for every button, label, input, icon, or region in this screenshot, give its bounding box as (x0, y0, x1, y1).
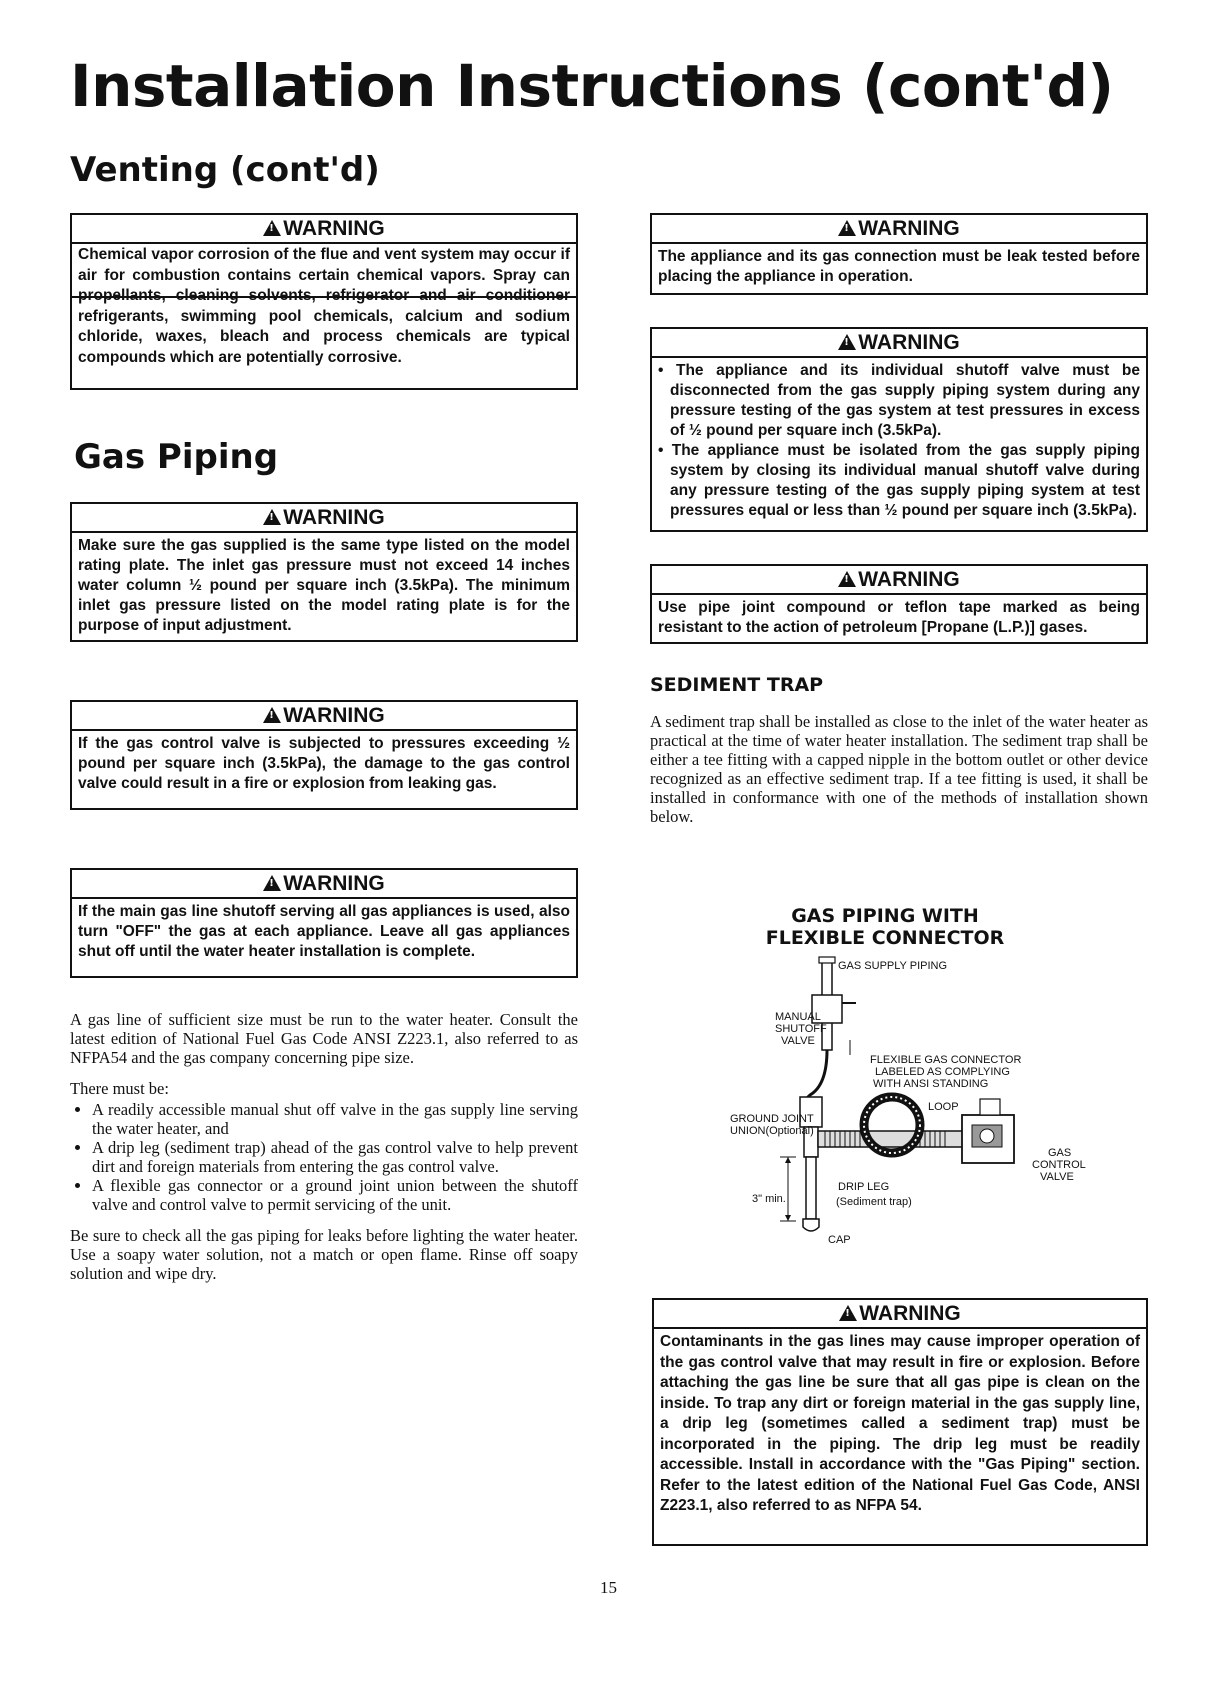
warning-text: If the main gas line shutoff serving all gas appliances is used, also turn "OFF" the gas at each appliance. Leave all gas appliances shut off until the water heater installation is complete. (78, 903, 570, 960)
page-number: 15 (600, 1578, 617, 1597)
gas-piping-text (70, 1010, 578, 1295)
label-ground-joint: GROUND JOINT (730, 1113, 814, 1125)
warning-triangle-icon (839, 1305, 857, 1321)
warning-text: Chemical vapor corrosion of the flue and vent system may occur if air for combustion contains certain chemical vapors. Spray can propellants, cleaning solvents, refrigerator and air conditioner refrigerants, swimming pool chemicals, calcium and sodium chloride, waxes, bleach and process chemicals are typical compounds which are potentially corrosive. (78, 246, 570, 366)
label-sediment-trap: (Sediment trap) (836, 1196, 912, 1208)
sediment-trap-text (650, 712, 1148, 838)
label-flex-connector-2: LABELED AS COMPLYING (875, 1066, 1010, 1078)
warning-pipe-compound: !WARNING Use pipe joint compound or teflon tape marked as being resistant to the action of petroleum [Propane (L.P.)] gases. (650, 564, 1148, 644)
label-valve: VALVE (781, 1035, 815, 1047)
label-gas: GAS (1048, 1147, 1072, 1159)
requirements-list (70, 1100, 578, 1214)
label-flex-connector-3: WITH ANSI STANDING (873, 1078, 989, 1090)
warning-triangle-icon (838, 334, 856, 350)
warning-text: Make sure the gas supplied is the same type listed on the model rating plate. The inlet gas pressure must not exceed 14 inches water column ½ pound per square inch (3.5kPa). The minimum inlet gas pressure listed on the model rating plate is for the purpose of input adjustment. (78, 537, 570, 634)
warning-text: Contaminants in the gas lines may cause improper operation of the gas control valve that may result in fire or explosion. Before attaching the gas line be sure that all gas pipe is clean on the inside. To trap any dirt or foreign material in the gas supply line, a drip leg (sometimes called a sediment trap) must be incorporated in the piping. The drip leg must be readily accessible. Install in accordance with the "Gas Piping" section. Refer to the latest edition of the National Fuel Gas Code, ANSI Z223.1, also referred to as NFPA 54. (660, 1333, 1140, 1514)
warning-chemical-vapor-body (70, 243, 578, 390)
sediment-trap-heading: SEDIMENT TRAP (650, 674, 824, 696)
drip-leg-cap (803, 1219, 819, 1231)
warning-triangle-icon (263, 875, 281, 891)
check-leaks-paragraph: Be sure to check all the gas piping for leaks before lighting the water heater. Use a soapy water solution, not a match or open flame. Rinse off soapy solution and wipe dry. (70, 1226, 578, 1283)
warning-main-shutoff: !WARNING If the main gas line shutoff serving all gas appliances is used, also turn "OFF" the gas at each appliance. Leave all gas appliances shut off until the water heater installation is complete. (70, 868, 578, 978)
list-item: • A flexible gas connector or a ground joint union between the shutoff valve and control valve to permit servicing of the unit. (92, 1176, 578, 1214)
warning-disconnect: !WARNING • The appliance and its individual shutoff valve must be disconnected from the gas supply piping system during any pressure testing of the gas system at test pressures in excess of ½ pound per square inch (3.5kPa). • The appliance must be isolated from the gas supply piping system by closing its individual manual shutoff valve during any pressure testing of the gas supply piping system at test pressures equal or less than ½ pound per square inch (3.5kPa). (650, 327, 1148, 532)
warning-text: The appliance and its gas connection must be leak tested before placing the appliance in operation. (658, 248, 1140, 285)
label-drip-leg: DRIP LEG (838, 1181, 890, 1193)
dimension-arrow-up (785, 1157, 791, 1163)
warning-gas-type: !WARNING Make sure the gas supplied is the same type listed on the model rating plate. The inlet gas pressure must not exceed 14 inches water column ½ pound per square inch (3.5kPa). The minimum inlet gas pressure listed on the model rating plate is for the purpose of input adjustment. (70, 502, 578, 642)
label-loop: LOOP (928, 1101, 959, 1113)
pipe-cap-top (819, 957, 835, 963)
warning-text: Use pipe joint compound or teflon tape marked as being resistant to the action of petroleum [Propane (L.P.)] gases. (658, 599, 1140, 636)
diagram-title-line: FLEXIBLE CONNECTOR (765, 927, 1005, 949)
warning-contaminants: !WARNING Contaminants in the gas lines may cause improper operation of the gas control valve that may result in fire or explosion. Before attaching the gas line be sure that all gas pipe is clean on the inside. To trap any dirt or foreign material in the gas supply line, a drip leg (sometimes called a sediment trap) must be incorporated in the piping. The drip leg must be readily accessible. Install in accordance with the "Gas Piping" section. Refer to the latest edition of the National Fuel Gas Code, ANSI Z223.1, also referred to as NFPA 54. (652, 1298, 1148, 1546)
warning-triangle-icon (263, 707, 281, 723)
sediment-trap-paragraph: A sediment trap shall be installed as close to the inlet of the water heater as practical at the time of water heater installation. The sediment trap shall be either a tee fitting with a capped nipple in the bottom outlet or other device recognized as an effective sediment trap. If a tee fitting is used, it shall be installed in conformance with one of the methods of installation shown below. (650, 712, 1148, 826)
dimension-arrow-down (785, 1215, 791, 1221)
list-item: • A readily accessible manual shut off valve in the gas supply line serving the water heater, and (92, 1100, 578, 1138)
there-must-be: There must be: (70, 1079, 169, 1098)
label-control: CONTROL (1032, 1159, 1086, 1171)
warning-text: If the gas control valve is subjected to pressures exceeding ½ pound per square inch (3.5kPa), the damage to the gas control valve could result in a fire or explosion from leaking gas. (78, 735, 570, 792)
label-union-optional: UNION(Optional) (730, 1125, 814, 1137)
warning-triangle-icon (263, 220, 281, 236)
diagram-title-line: GAS PIPING WITH (791, 905, 979, 927)
label-manual: MANUAL (775, 1011, 821, 1023)
label-control-valve: VALVE (1040, 1171, 1074, 1183)
label-min: 3" min. (752, 1193, 786, 1205)
warning-bullet: • The appliance and its individual shutoff valve must be disconnected from the gas supply piping system during any pressure testing of the gas system at test pressures in excess of ½ pound per square inch (3.5kPa). (658, 362, 1140, 439)
label-gas-supply: GAS SUPPLY PIPING (838, 960, 948, 972)
drip-leg (806, 1157, 816, 1219)
control-dial (980, 1129, 994, 1143)
page-title: Installation Instructions (cont'd) (70, 52, 1114, 120)
section-subtitle: Venting (cont'd) (70, 150, 380, 190)
warning-gas-control-valve: !WARNING If the gas control valve is subjected to pressures exceeding ½ pound per square inch (3.5kPa), the damage to the gas control valve could result in a fire or explosion from leaking gas. (70, 700, 578, 810)
label-flex-connector-1: FLEXIBLE GAS CONNECTOR (870, 1054, 1022, 1066)
gas-line-paragraph: A gas line of sufficient size must be run to the water heater. Consult the latest edition of National Fuel Gas Code ANSI Z223.1, also referred to as NFPA54 and the gas company concerning pipe size. (70, 1010, 578, 1067)
warning-triangle-icon (838, 220, 856, 236)
control-top (980, 1099, 1000, 1115)
warning-header: !WARNING (72, 215, 576, 244)
diagram-title (720, 905, 1050, 949)
list-item: • A drip leg (sediment trap) ahead of the gas control valve to help prevent dirt and foreign materials from entering the gas control valve. (92, 1138, 578, 1176)
label-shutoff: SHUTOFF (775, 1023, 827, 1035)
warning-bullet: • The appliance must be isolated from the gas supply piping system by closing its individual manual shutoff valve during any pressure testing of the gas supply piping system at test pressures equal or less than ½ pound per square inch (3.5kPa). (658, 442, 1140, 519)
label-cap: CAP (828, 1234, 851, 1246)
gas-piping-heading: Gas Piping (74, 437, 279, 477)
warning-triangle-icon (263, 509, 281, 525)
warning-triangle-icon (838, 571, 856, 587)
warning-leak-test: !WARNING The appliance and its gas connection must be leak tested before placing the appliance in operation. (650, 213, 1148, 295)
